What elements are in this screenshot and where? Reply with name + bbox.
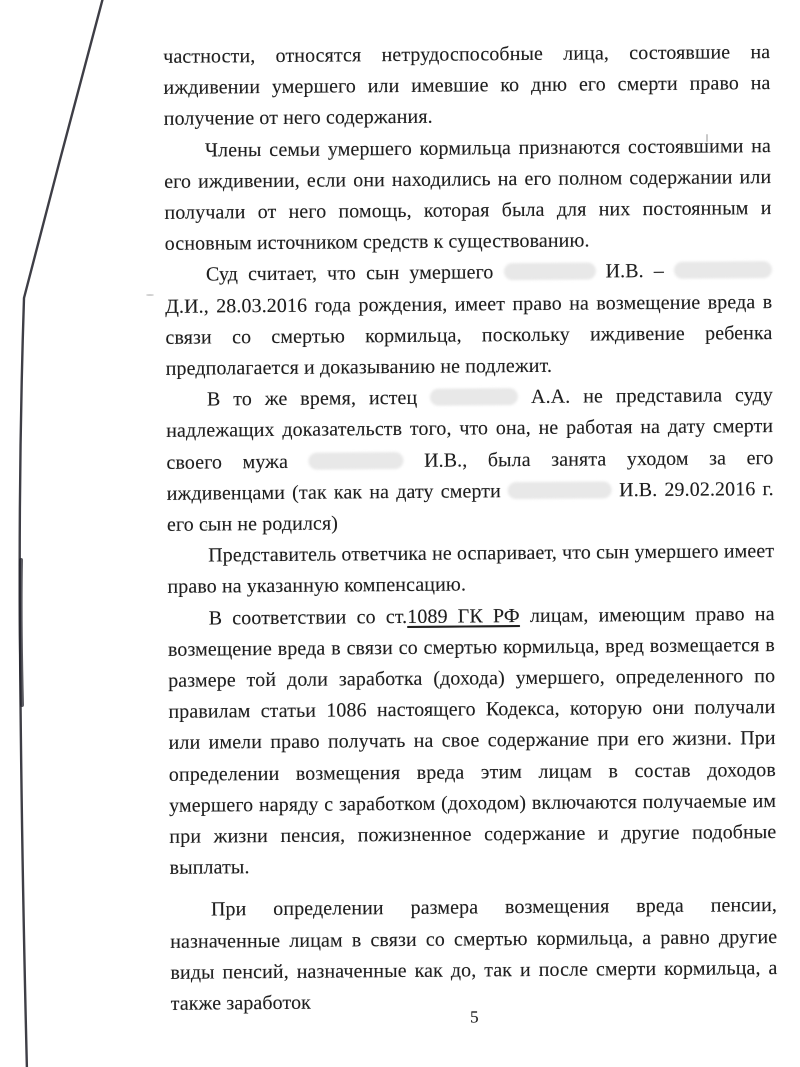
redacted-name (503, 263, 595, 281)
scan-speck (706, 134, 708, 142)
redacted-name (430, 388, 518, 406)
statute-reference: 1089 ГК РФ (407, 604, 520, 628)
redacted-name (308, 452, 403, 470)
redacted-name (508, 481, 612, 499)
paragraph: Члены семьи умершего кормильца признаются состоявшими на его иждивении, если они находились на его полном содержании или получали от него помощь, которая была для них постоянным и основным источником средств к существованию. (164, 134, 772, 256)
paragraph: частности, относятся нетрудоспособные лица, состоявшие на иждивении умершего или имевшие ко дню его смерти право на получение от него содержания. (163, 41, 771, 131)
redacted-name (674, 261, 772, 279)
page-number: 5 (469, 1007, 479, 1027)
paragraph: В соответствии со ст.1089 ГК РФ лицам, имеющим право на возмещение вреда в связи со смертью кормильца, вред возмещается в размере той доли заработка (дохода) умершего, определенного по правилам статьи 1086 настоящего Кодекса, которую они получали или имели право получать на свое содержание при его жизни. При определении возмещения вреда этим лицам в состав доходов умершего наряду с заработком (доходом) включаются получаемые им при жизни пенсия, пожизненное содержание и другие подобные выплаты. (167, 602, 777, 880)
paragraph: Суд считает, что сын умершего И.В. – Д.И., 28.03.2016 года рождения, имеет право на возмещение вреда в связи со смертью кормильца, поскольку иждивение ребенка предполагается и доказыванию не подлежит. (165, 260, 773, 380)
paragraph: Представитель ответчика не оспаривает, что сын умершего имеет право на указанную компенсацию. (167, 540, 775, 599)
scan-speck (205, 525, 208, 528)
scan-speck (331, 150, 333, 159)
document-body (163, 37, 778, 1020)
paragraph: При определении размера возмещения вреда пенсии, назначенные лицам в связи со смертью кормильца, а равно другие виды пенсий, назначенные как до, так и после смерти кормильца, а также заработок (170, 894, 778, 1015)
paragraph: В то же время, истец А.А. не представила суду надлежащих доказательств того, что она, не работая на дату смерти своего мужа И.В., была занята уходом за его иждивенцами (так как на дату смерти И.В. 29.02.2016 г. его сын не родился) (166, 384, 774, 536)
scan-speck (146, 294, 154, 296)
